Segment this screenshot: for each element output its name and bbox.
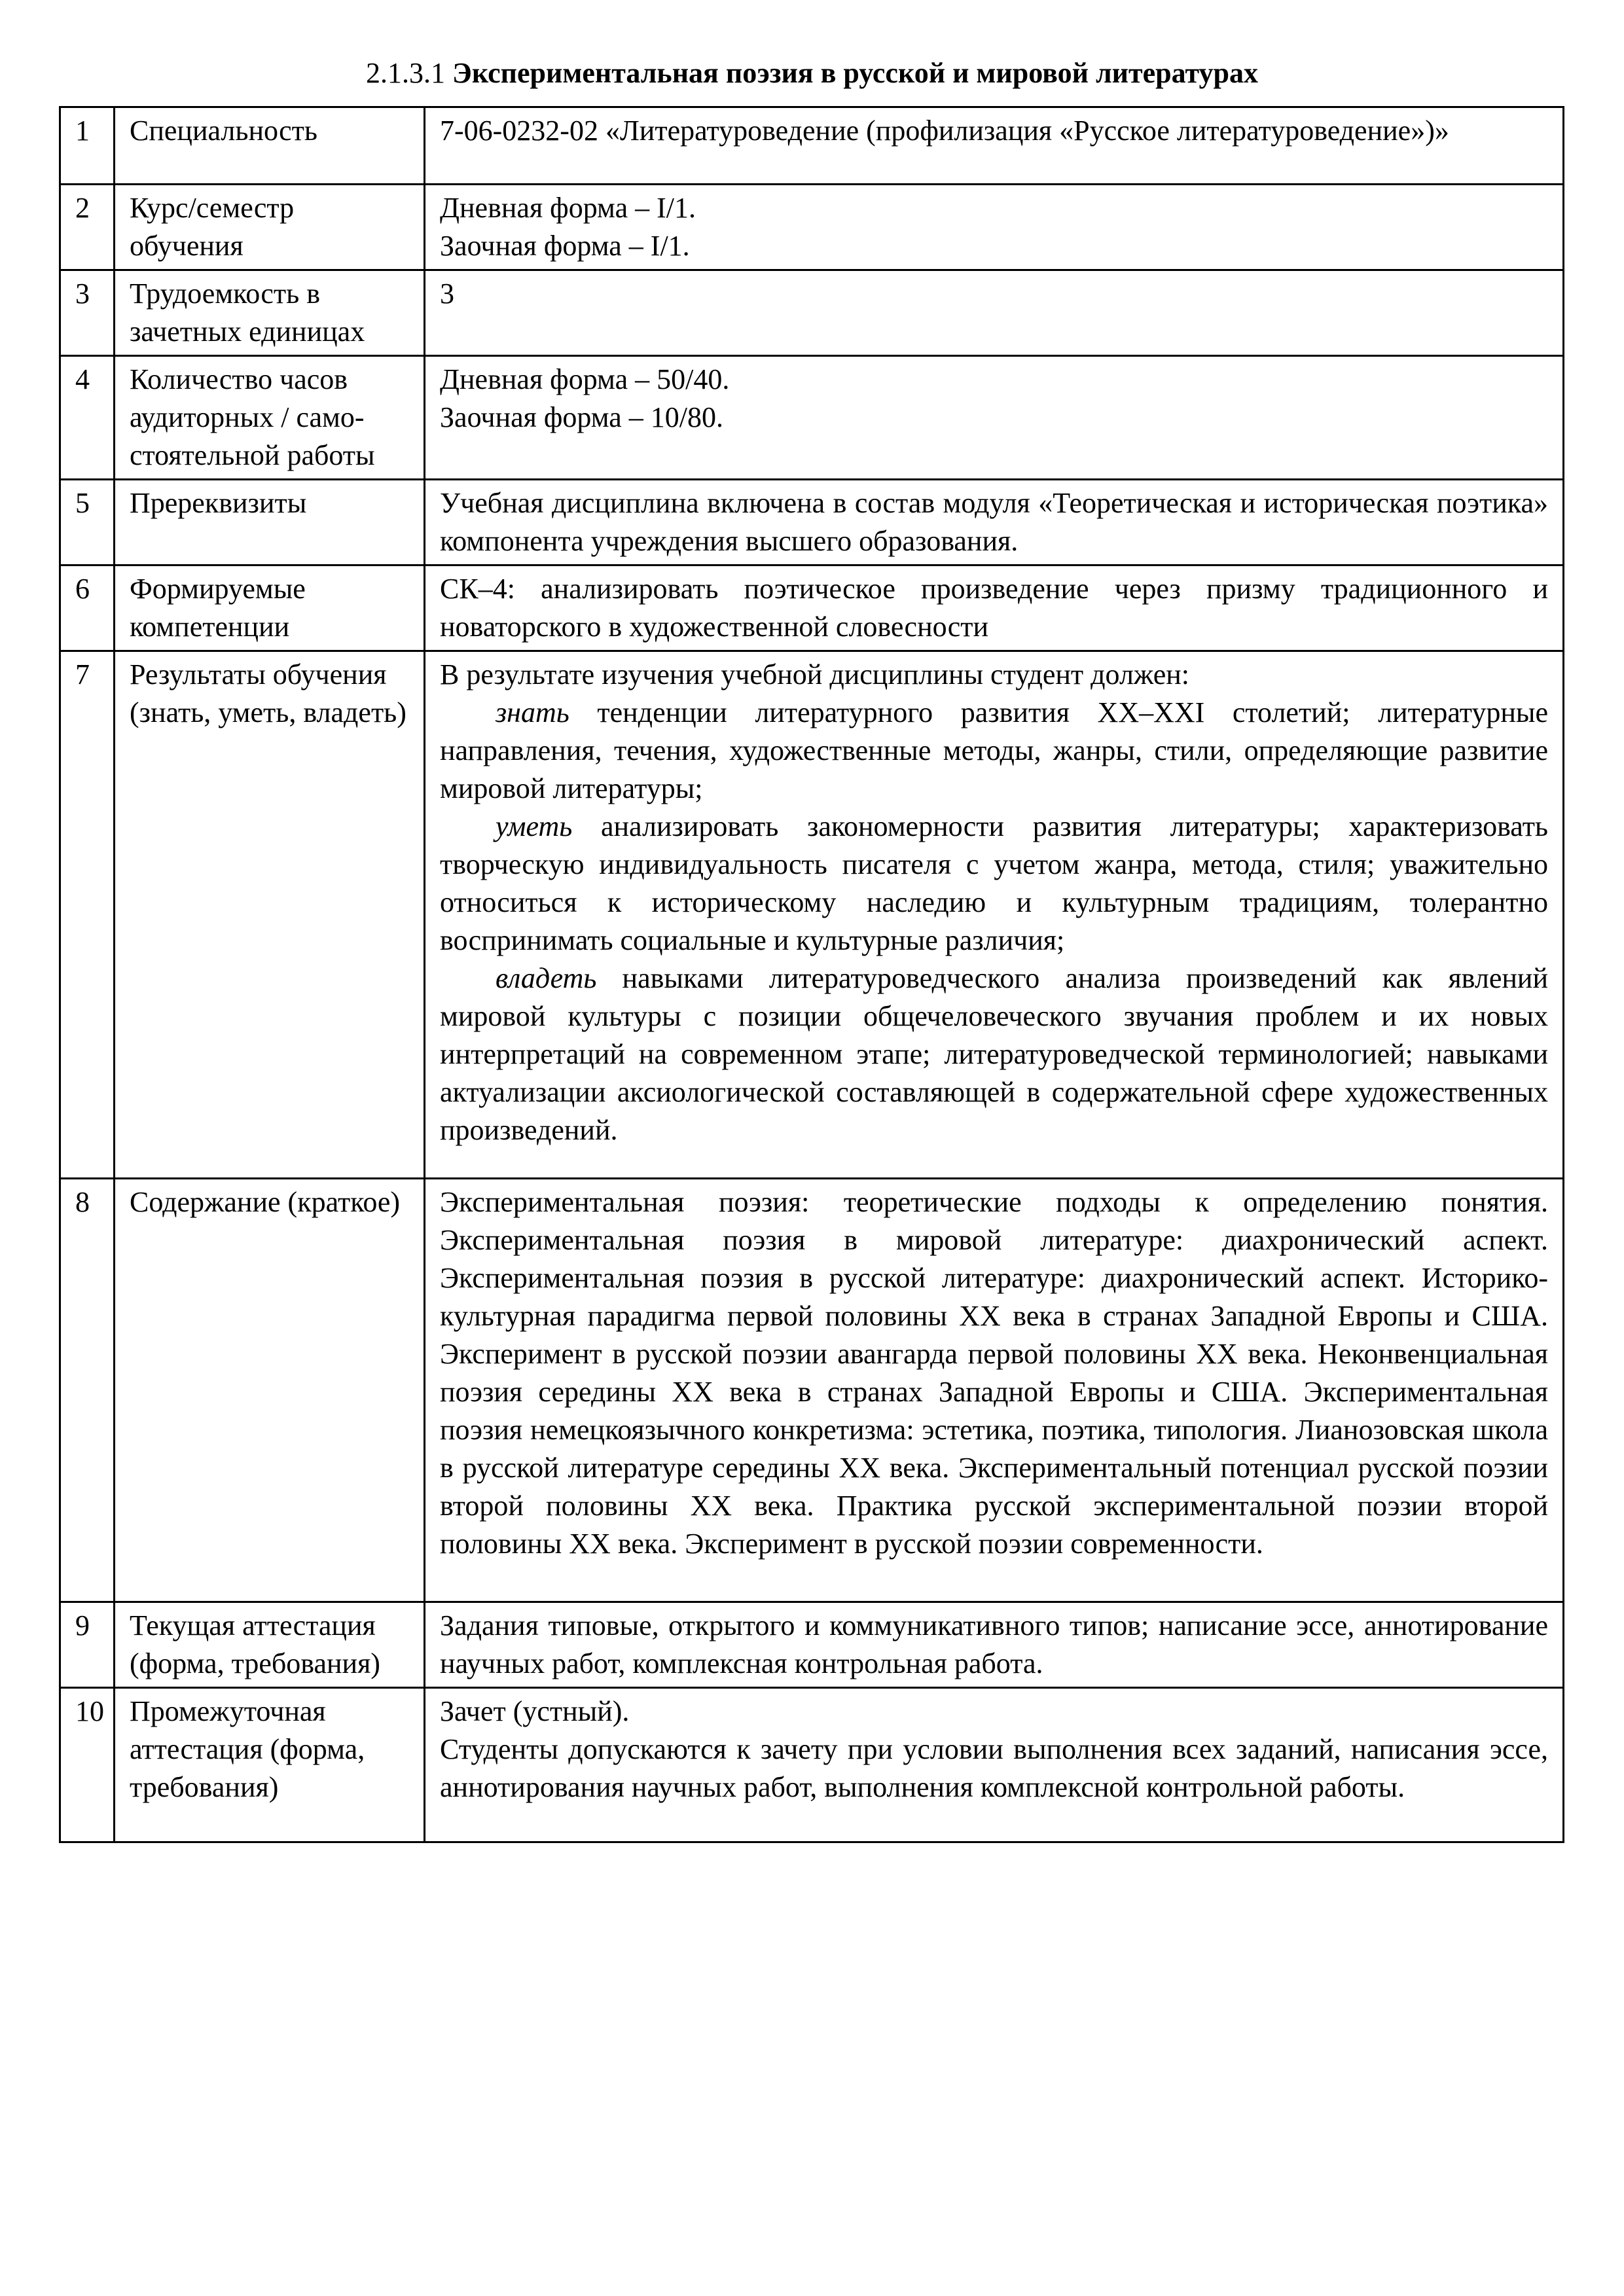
row-value: 3 (425, 270, 1564, 356)
row-value (425, 1688, 1564, 1842)
row-value: Учебная дисциплина включена в состав модуля «Теоретическая и историческая поэтика» компонента учреждения высшего образования. (425, 480, 1564, 565)
value-line: Дневная форма – I/1. (440, 192, 696, 224)
row-number: 5 (60, 480, 115, 565)
row-label: Курс/семестр обучения (115, 185, 425, 270)
table-row (60, 651, 1564, 1179)
value-line: Студенты допускаются к зачету при условии выполнения всех заданий, написания эссе, аннотирования научных работ, выполнения комплексной контрольной работы. (440, 1733, 1548, 1803)
outcome-term: знать (496, 696, 569, 728)
outcome-know (440, 694, 1548, 808)
table-row (60, 356, 1564, 480)
row-label: Трудоемкость в зачетных единицах (115, 270, 425, 356)
row-number: 7 (60, 651, 115, 1179)
document-title (0, 55, 1624, 92)
outcome-term: владеть (496, 962, 597, 994)
row-number: 3 (60, 270, 115, 356)
table-row (60, 1688, 1564, 1842)
outcome-can (440, 808, 1548, 960)
title-text: Экспериментальная поэзия в русской и мировой литературах (452, 57, 1258, 89)
learning-outcomes-intro: В результате изучения учебной дисциплины студент должен: (440, 658, 1190, 691)
row-label: Количество часов аудиторных / само-стоятельной работы (115, 356, 425, 480)
row-label: Текущая аттестация (форма, требования) (115, 1602, 425, 1688)
value-line: Заочная форма – I/1. (440, 230, 690, 262)
title-number: 2.1.3.1 (366, 57, 446, 89)
row-value (425, 651, 1564, 1179)
outcome-text: анализировать закономерности развития литературы; характеризовать творческую индивидуальность писателя с учетом жанра, метода, стиля; уважительно относиться к историческому наследию и культурным традициям, толерантно воспринимать социальные и культурные различия; (440, 810, 1548, 956)
row-value: СК–4: анализировать поэтическое произведение через призму традиционного и новаторского в художественной словесности (425, 565, 1564, 651)
table-row (60, 565, 1564, 651)
row-number: 6 (60, 565, 115, 651)
row-number: 4 (60, 356, 115, 480)
course-info-table (59, 106, 1564, 1843)
row-value: Задания типовые, открытого и коммуникативного типов; написание эссе, аннотирование научных работ, комплексная контрольная работа. (425, 1602, 1564, 1688)
outcome-text: навыками литературоведческого анализа произведений как явлений мировой культуры с позиции общечеловеческого звучания проблем и их новых интерпретаций на современном этапе; литературоведческой терминологией; навыками актуализации аксиологической составляющей в содержательной сфере художественных произведений. (440, 962, 1548, 1146)
row-value (425, 356, 1564, 480)
value-line: Зачет (устный). (440, 1695, 630, 1727)
row-label: Результаты обучения (знать, уметь, владеть) (115, 651, 425, 1179)
row-value: Экспериментальная поэзия: теоретические подходы к определению понятия. Экспериментальная поэзия в мировой литературе: диахронический аспект. Экспериментальная поэзия в русской литературе: диахронический аспект. Историко-культурная парадигма первой половины XX века в странах Западной Европы и США. Эксперимент в русской поэзии авангарда первой половины XX века. Неконвенциальная поэзия середины XX века в странах Западной Европы и США. Экспериментальная поэзия немецкоязычного конкретизма: эстетика, поэтика, типология. Лианозовская школа в русской литературе середины XX века. Экспериментальный потенциал русской поэзии второй половины XX века. Практика русской экспериментальной поэзии второй половины XX века. Эксперимент в русской поэзии современности. (425, 1179, 1564, 1602)
row-value (425, 185, 1564, 270)
row-label: Формируемые компетенции (115, 565, 425, 651)
table-row (60, 1179, 1564, 1602)
table-row (60, 1602, 1564, 1688)
value-line: Заочная форма – 10/80. (440, 401, 724, 433)
row-number: 9 (60, 1602, 115, 1688)
value-line: Дневная форма – 50/40. (440, 363, 730, 395)
row-number: 8 (60, 1179, 115, 1602)
row-label: Пререквизиты (115, 480, 425, 565)
table-row (60, 270, 1564, 356)
outcome-term: уметь (496, 810, 573, 842)
outcome-own (440, 960, 1548, 1149)
row-label: Содержание (краткое) (115, 1179, 425, 1602)
row-number: 10 (60, 1688, 115, 1842)
table-row (60, 480, 1564, 565)
row-number: 2 (60, 185, 115, 270)
row-number: 1 (60, 107, 115, 185)
row-value: 7-06-0232-02 «Литературоведение (профилизация «Русское литературоведение»)» (425, 107, 1564, 185)
row-label: Промежуточная аттестация (форма, требования) (115, 1688, 425, 1842)
table-row (60, 107, 1564, 185)
row-label: Специальность (115, 107, 425, 185)
table-row (60, 185, 1564, 270)
outcome-text: тенденции литературного развития XX–XXI столетий; литературные направления, течения, художественные методы, жанры, стили, определяющие развитие мировой литературы; (440, 696, 1549, 804)
